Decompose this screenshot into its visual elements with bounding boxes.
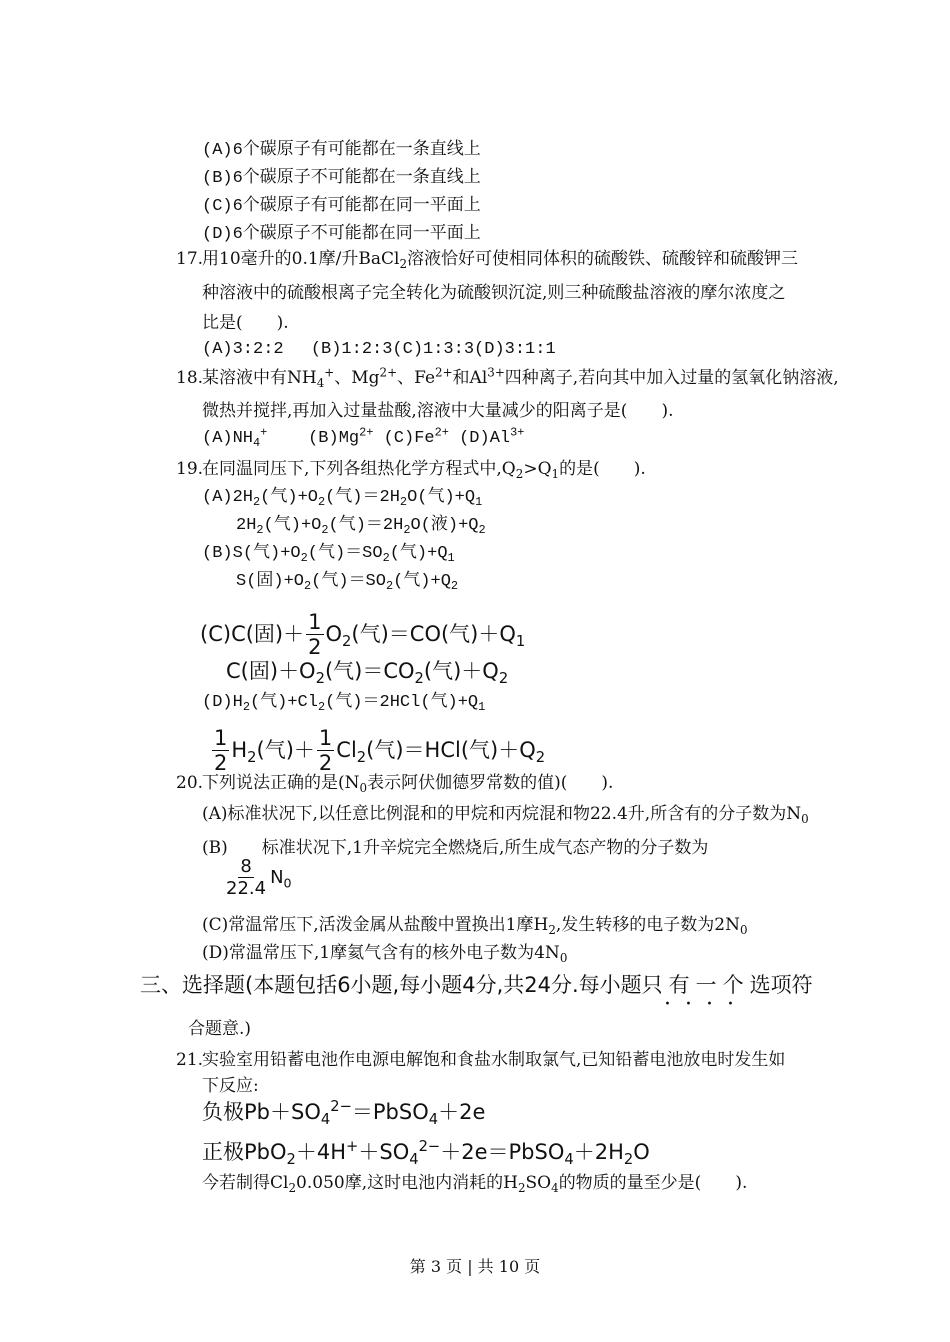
q19-c-eq1: (C)C(固)＋ $\frac{1}{2}$ $O_2$(气)＝CO(气)$+Q_1$ [200,610,526,659]
q20-option-d: (D)常温常压下,1摩氦气含有的核外电子数为$4N_0$ [202,943,568,966]
q18-line-1: 某溶液中有$NH_4^+$、$Mg^{2+}$、$Fe^{2+}$和$Al^{3+}$四种离子,若向其中加入过量的氢氧化钠溶液, [202,365,839,391]
q19-c-eq2: C(固)$+O_2$(气)$=CO_2$(气)$+Q_2$ [226,659,509,688]
q20-number: 20. [176,773,204,793]
q17-line-2: 种溶液中的硫酸根离子完全转化为硫酸钡沉淀,则三种硫酸盐溶液的摩尔浓度之 [202,283,786,303]
q18-line-2: 微热并搅拌,再加入过量盐酸,溶液中大量减少的阳离子是( ). [202,401,674,421]
q17-number: 17. [176,249,204,269]
q21-line-5: 今若制得$Cl_20.050$摩,这时电池内消耗的$H_2SO_4$的物质的量至少是( ). [202,1173,748,1196]
q19-b-eq2: S(固)$+O_2$(气)$=SO_2$(气)$+Q_2$ [236,572,459,594]
q17-line-1: 用10毫升的0.1摩/升BaCl$_2$溶液恰好可使相同体积的硫酸铁、硫酸锌和硫酸钾三 [202,249,799,272]
q21-line-2: 下反应: [202,1076,259,1096]
q20-option-a: (A)标准状况下,以任意比例混和的甲烷和丙烷混和物22.4升,所含有的分子数为$N_0$ [202,804,809,827]
q20-option-b: (B) 标准状况下,1升辛烷完全燃烧后,所生成气态产物的分子数为 [202,838,709,858]
q16-option-d: (D)6个碳原子不可能都在同一平面上 [202,225,481,244]
q16-option-b: (B)6个碳原子不可能都在一条直线上 [202,169,481,188]
q20-stem: 下列说法正确的是($N_0$表示阿伏伽德罗常数的值)( ). [202,773,614,796]
fraction-half: $\frac{1}{2}$ [318,726,333,775]
fraction-half: $\frac{1}{2}$ [214,726,228,775]
q18-number: 18. [176,368,204,388]
q20-option-c: (C)常温常压下,活泼金属从盐酸中置换出1摩$H_2$,发生转移的电子数为$2N_0$ [202,915,748,938]
section-3-title: 三、选择题(本题包括6小题,每小题4分,共24分.每小题只有一个选项符 [140,973,813,997]
q19-stem: 在同温同压下,下列各组热化学方程式中$,Q_2>Q_1$的是( ). [202,459,646,482]
q21-negative-electrode: 负极$Pb+SO_4^{2-}=PbSO_4+2e$ [202,1097,486,1129]
q18-options: $(A)NH_4^+$ $(B)Mg^{2+}$ $(C)Fe^{2+}$ $(D)Al^{3+}$ [202,425,525,451]
section-3-continuation: 合题意.) [188,1019,252,1039]
emphasis-text: 只有一个 [641,973,750,997]
q19-a-eq1: $(A)2H_2$(气)$+O_2$(气)$=2H_2O$(气)$+Q_1$ [202,488,483,510]
q20-option-b-fraction: $\frac{8}{22.4}$ $N_0$ [226,856,292,899]
q17-line-3: 比是( ). [202,313,289,333]
fraction-half: $\frac{1}{2}$ [308,610,322,659]
q17-options: (A)3:2:2 (B)1:2:3(C)1:3:3(D)3:1:1 [202,340,556,359]
q21-positive-electrode: 正极$PbO_2+4H^++SO_4^{2-}+2e=PbSO_4+2H_2O$ [202,1137,650,1169]
q19-b-eq1: (B)S(气)$+O_2$(气)$=SO_2$(气)$+Q_1$ [202,544,455,566]
page-footer: 第 3 页 | 共 10 页 [409,1257,541,1276]
q21-number: 21. [176,1050,204,1070]
q21-line-1: 实验室用铅蓄电池作电源电解饱和食盐水制取氯气,已知铅蓄电池放电时发生如 [202,1050,786,1070]
q19-a-eq2: $2H_2$(气)$+O_2$(气)$=2H_2O$(液)$+Q_2$ [236,516,486,538]
q16-option-c: (C)6个碳原子有可能都在同一平面上 [202,197,481,216]
q16-option-a: (A)6个碳原子有可能都在一条直线上 [202,141,481,160]
q19-number: 19. [176,459,204,479]
emphasis-dots: · · · · [664,992,734,1017]
q19-d-eq2: $\frac{1}{2}$ $H_2$(气)＋ $\frac{1}{2}$ $Cl_2$(气)＝HCl(气)$+Q_2$ [214,726,546,775]
q19-d-eq1: $(D)H_2$(气)$+Cl_2$(气)＝2HCl(气)$+Q_1$ [202,693,486,715]
